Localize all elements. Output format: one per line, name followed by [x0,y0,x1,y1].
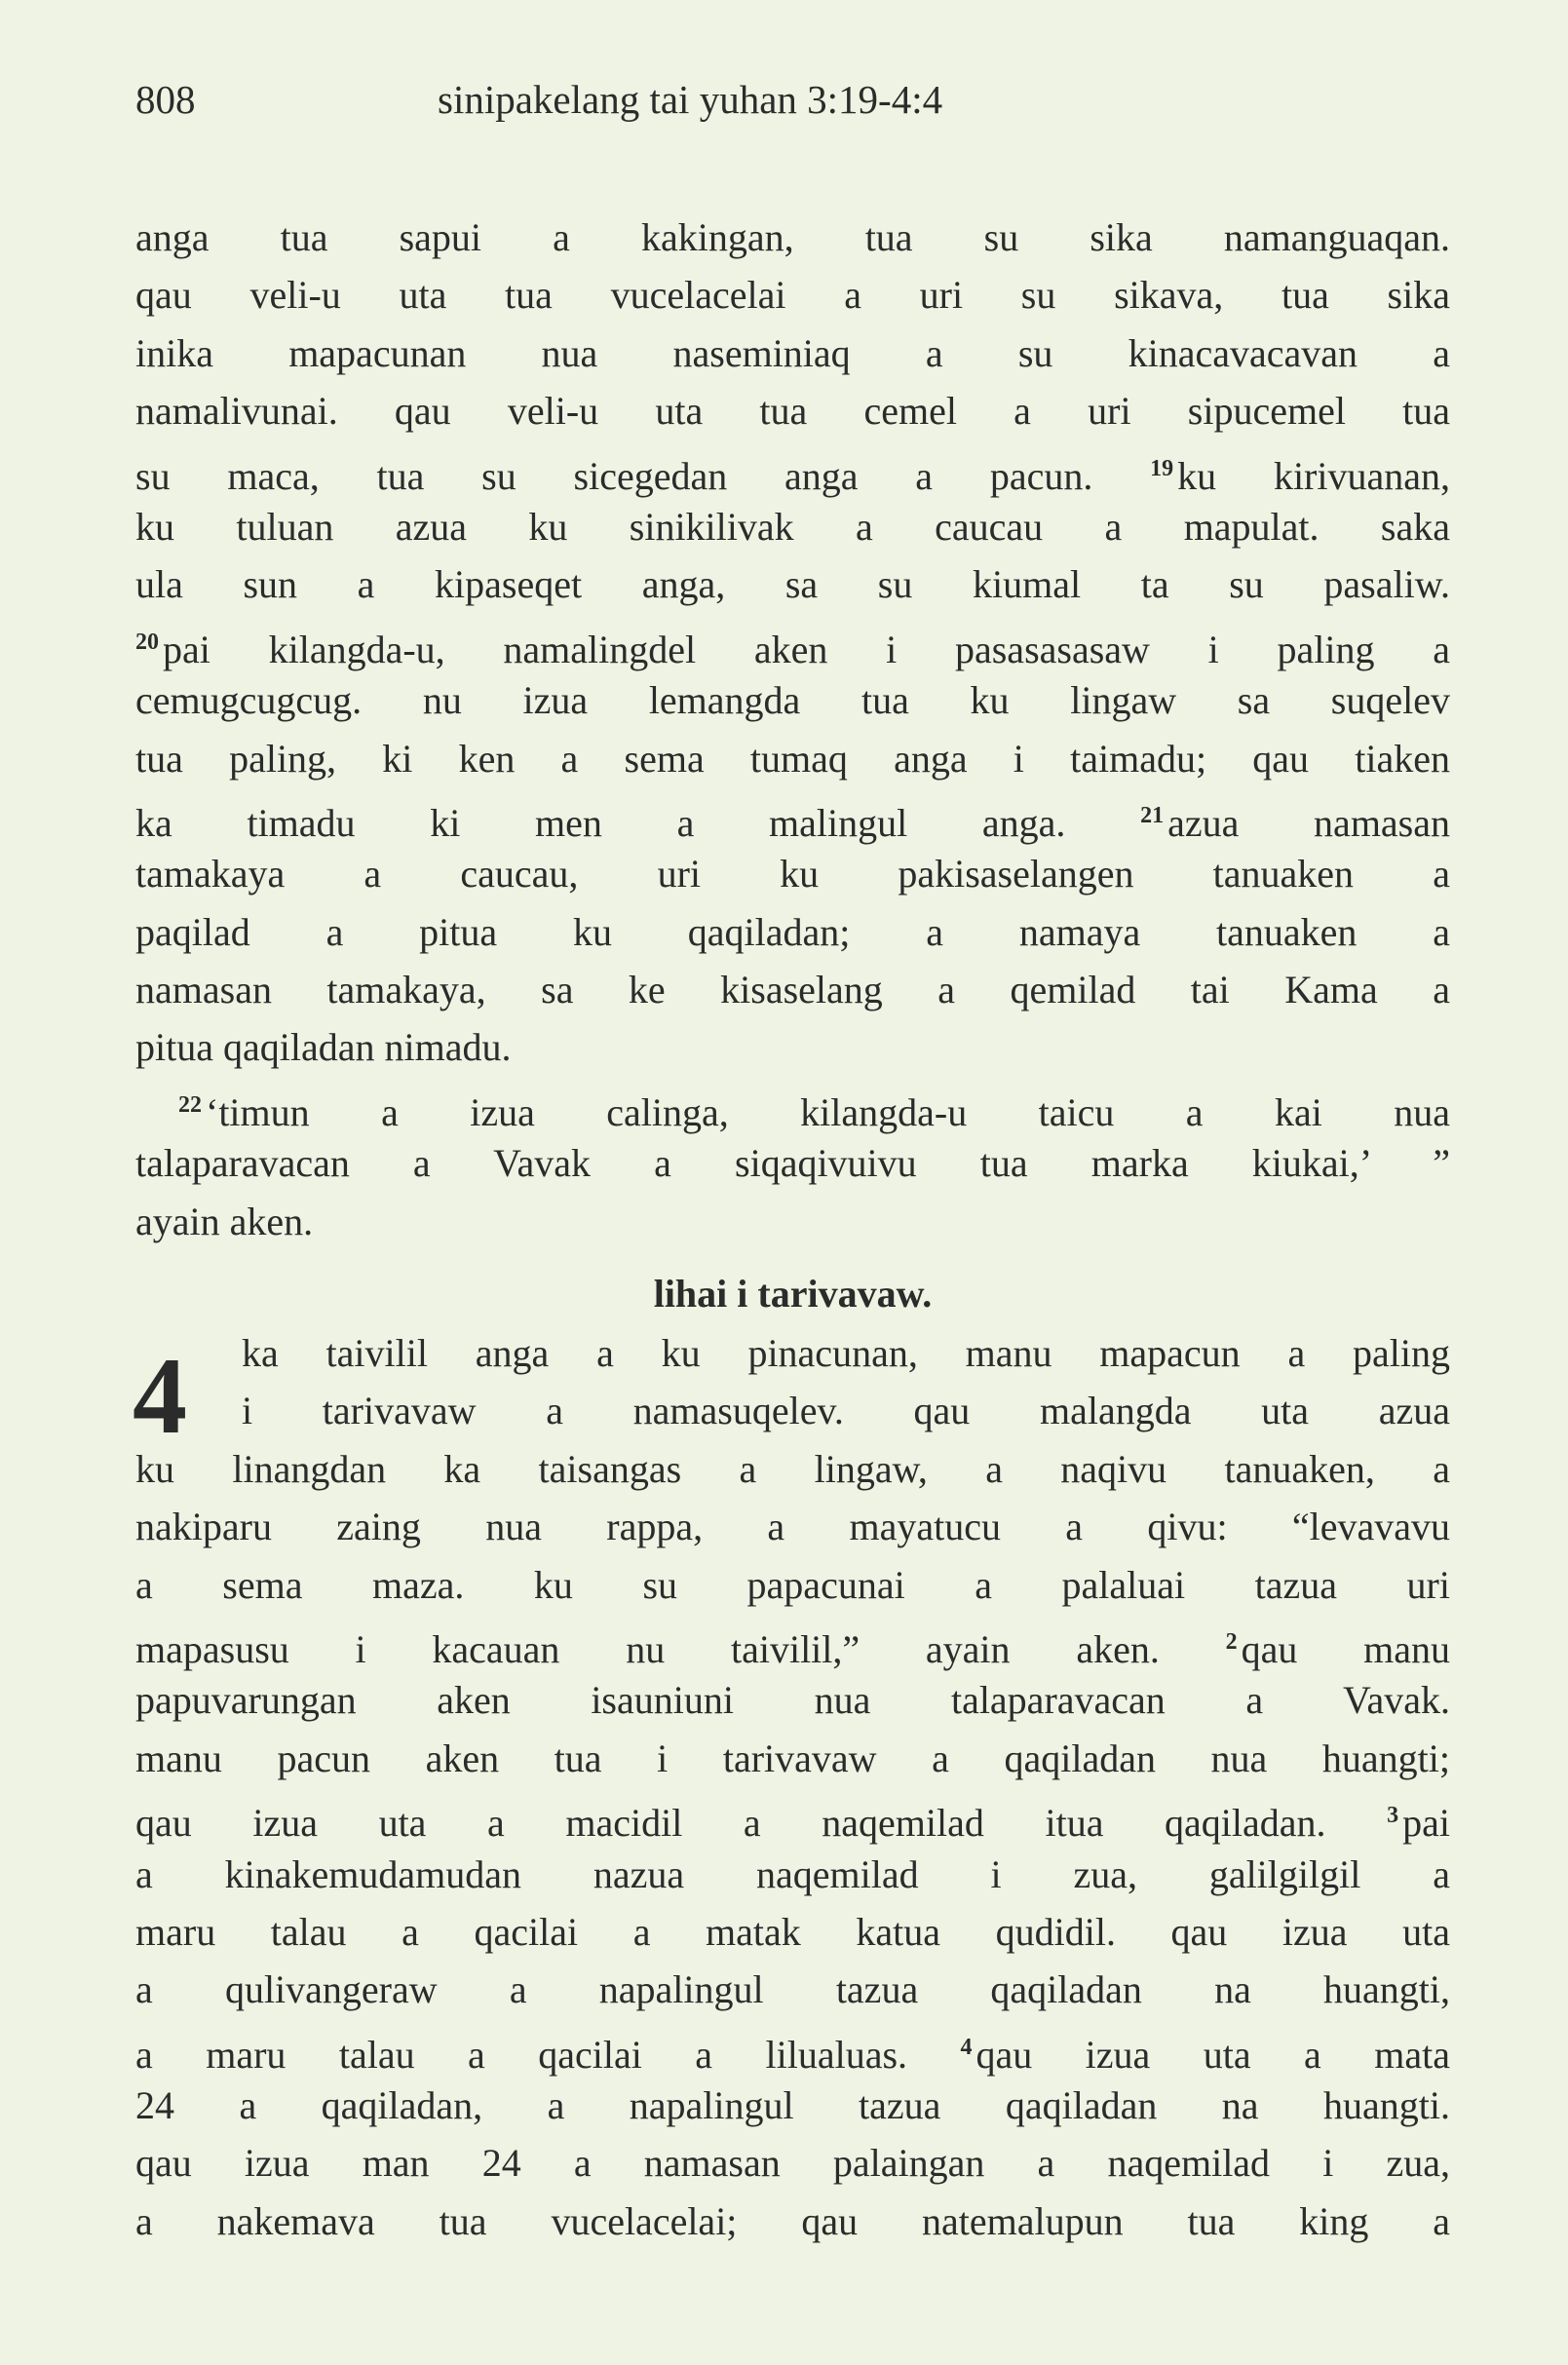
verse-number: 3 [1387,1803,1399,1829]
text-run: papuvarungan aken isauniuni nua talaparavacan a Vavak. [135,1678,1450,1723]
text-line [135,1440,1450,1498]
text-line [135,1671,1450,1729]
verse-number: 22 [178,1091,202,1118]
text-line [135,2019,1450,2077]
text-line [135,903,1450,961]
text-run: a qulivangeraw a napalingul tazua qaqiladan na huangti, [135,1967,1450,2012]
text-run: qau manu [1241,1626,1451,1671]
paragraph [135,1077,1450,1250]
text-line [135,1134,1450,1192]
text-run: ku kirivuanan, [1177,453,1450,498]
verse-number: 2 [1225,1628,1238,1655]
text-line [135,1730,1450,1787]
running-title: sinipakelang tai yuhan 3:19-4:4 [438,77,943,122]
text-run: namalivunai. qau veli-u uta tua cemel a uri sipucemel tua [135,389,1450,434]
text-line [135,1382,1450,1439]
text-run: maru talau a qacilai a matak katua qudidil. qau izua uta [135,1909,1450,1954]
text-line [135,382,1450,439]
text-line [135,1077,1450,1134]
body-text [135,209,1450,1250]
text-run: a sema maza. ku su papacunai a palaluai tazua uri [135,1562,1450,1607]
text-line [135,2134,1450,2192]
text-run: a nakemava tua vucelacelai; qau natemalupun tua king a [135,2198,1450,2243]
text-run: su maca, tua su sicegedan anga a pacun. [135,453,1151,498]
text-run: 24 a qaqiladan, a napalingul tazua qaqiladan na huangti. [135,2083,1450,2128]
text-line [135,1018,1450,1076]
text-line [135,1324,1450,1382]
text-line [135,1556,1450,1614]
text-run: ka timadu ki men a malingul anga. [135,800,1141,845]
text-line [135,845,1450,902]
section-heading: lihai i tarivavaw. [653,1272,933,1316]
text-line [135,1961,1450,2018]
text-run: qau izua uta a macidil a naqemilad itua qaqiladan. [135,1801,1388,1846]
text-line [135,440,1450,498]
text-run: ku tuluan azua ku sinikilivak a caucau a mapulat. saka [135,504,1450,549]
text-run: a maru talau a qacilai a lilualuas. [135,2032,961,2077]
text-run: namasan tamakaya, sa ke kisaselang a qemilad tai Kama a [135,968,1450,1012]
text-line [135,961,1450,1018]
text-run: pai kilangda-u, namalingdel aken i pasasasasaw i paling a [163,627,1450,671]
text-run: ula sun a kipaseqet anga, sa su kiumal ta su pasaliw. [135,562,1450,607]
text-line [135,730,1450,787]
text-line [135,1846,1450,1903]
text-line [135,209,1450,266]
chapter-text [135,1324,1450,2250]
text-line [135,1903,1450,1961]
chapter-number: 4 [133,1336,187,1457]
paragraph [135,209,1450,1077]
text-run: pitua qaqiladan nimadu. [135,1025,512,1070]
text-line [135,787,1450,845]
text-line [135,2077,1450,2134]
text-run: a kinakemudamudan nazua naqemilad i zua, galilgilgil a [135,1851,1450,1896]
text-run: tamakaya a caucau, uri ku pakisaselangen tanuaken a [135,852,1450,896]
text-line [135,614,1450,671]
text-run: nakiparu zaing nua rappa, a mayatucu a qivu: “levavavu [135,1505,1450,1549]
text-line [135,2193,1450,2250]
text-run: tua paling, ki ken a sema tumaq anga i taimadu; qau tiaken [135,736,1450,781]
text-run: i tarivavaw a namasuqelev. qau malangda uta azua [242,1389,1450,1433]
text-run: pai [1402,1801,1450,1846]
text-line [135,266,1450,324]
text-line [135,498,1450,555]
text-run: manu pacun aken tua i tarivavaw a qaqiladan nua huangti; [135,1736,1450,1780]
text-run: cemugcugcug. nu izua lemangda tua ku lingaw sa suqelev [135,678,1450,723]
page-number: 808 [135,77,196,122]
text-run: ka taivilil anga a ku pinacunan, manu mapacun a paling [242,1331,1450,1375]
verse-number: 20 [135,629,159,655]
text-run: inika mapacunan nua naseminiaq a su kinacavacavan a [135,330,1450,375]
text-run: anga tua sapui a kakingan, tua su sika namanguaqan. [135,215,1450,259]
text-run: ayain aken. [135,1199,314,1243]
text-run: paqilad a pitua ku qaqiladan; a namaya tanuaken a [135,909,1450,954]
text-line [135,555,1450,613]
text-run: ‘timun a izua calinga, kilangda-u taicu a kai nua [206,1089,1450,1134]
text-line [135,1193,1450,1250]
text-run: talaparavacan a Vavak a siqaqivuivu tua marka kiukai,’ ” [135,1141,1450,1186]
text-line [135,324,1450,382]
text-line [135,1787,1450,1845]
text-run: ku linangdan ka taisangas a lingaw, a naqivu tanuaken, a [135,1446,1450,1491]
text-run: qau izua man 24 a namasan palaingan a naqemilad i zua, [135,2141,1450,2186]
verse-number: 21 [1140,802,1165,828]
text-line [135,671,1450,729]
text-run: qau veli-u uta tua vucelacelai a uri su sikava, tua sika [135,273,1450,318]
text-run: qau izua uta a mata [975,2032,1451,2077]
text-run: azua namasan [1167,800,1450,845]
text-line [135,1498,1450,1555]
text-run: mapasusu i kacauan nu taivilil,” ayain aken. [135,1626,1226,1671]
verse-number: 4 [960,2034,973,2060]
text-line [135,1614,1450,1671]
verse-number: 19 [1150,455,1174,481]
